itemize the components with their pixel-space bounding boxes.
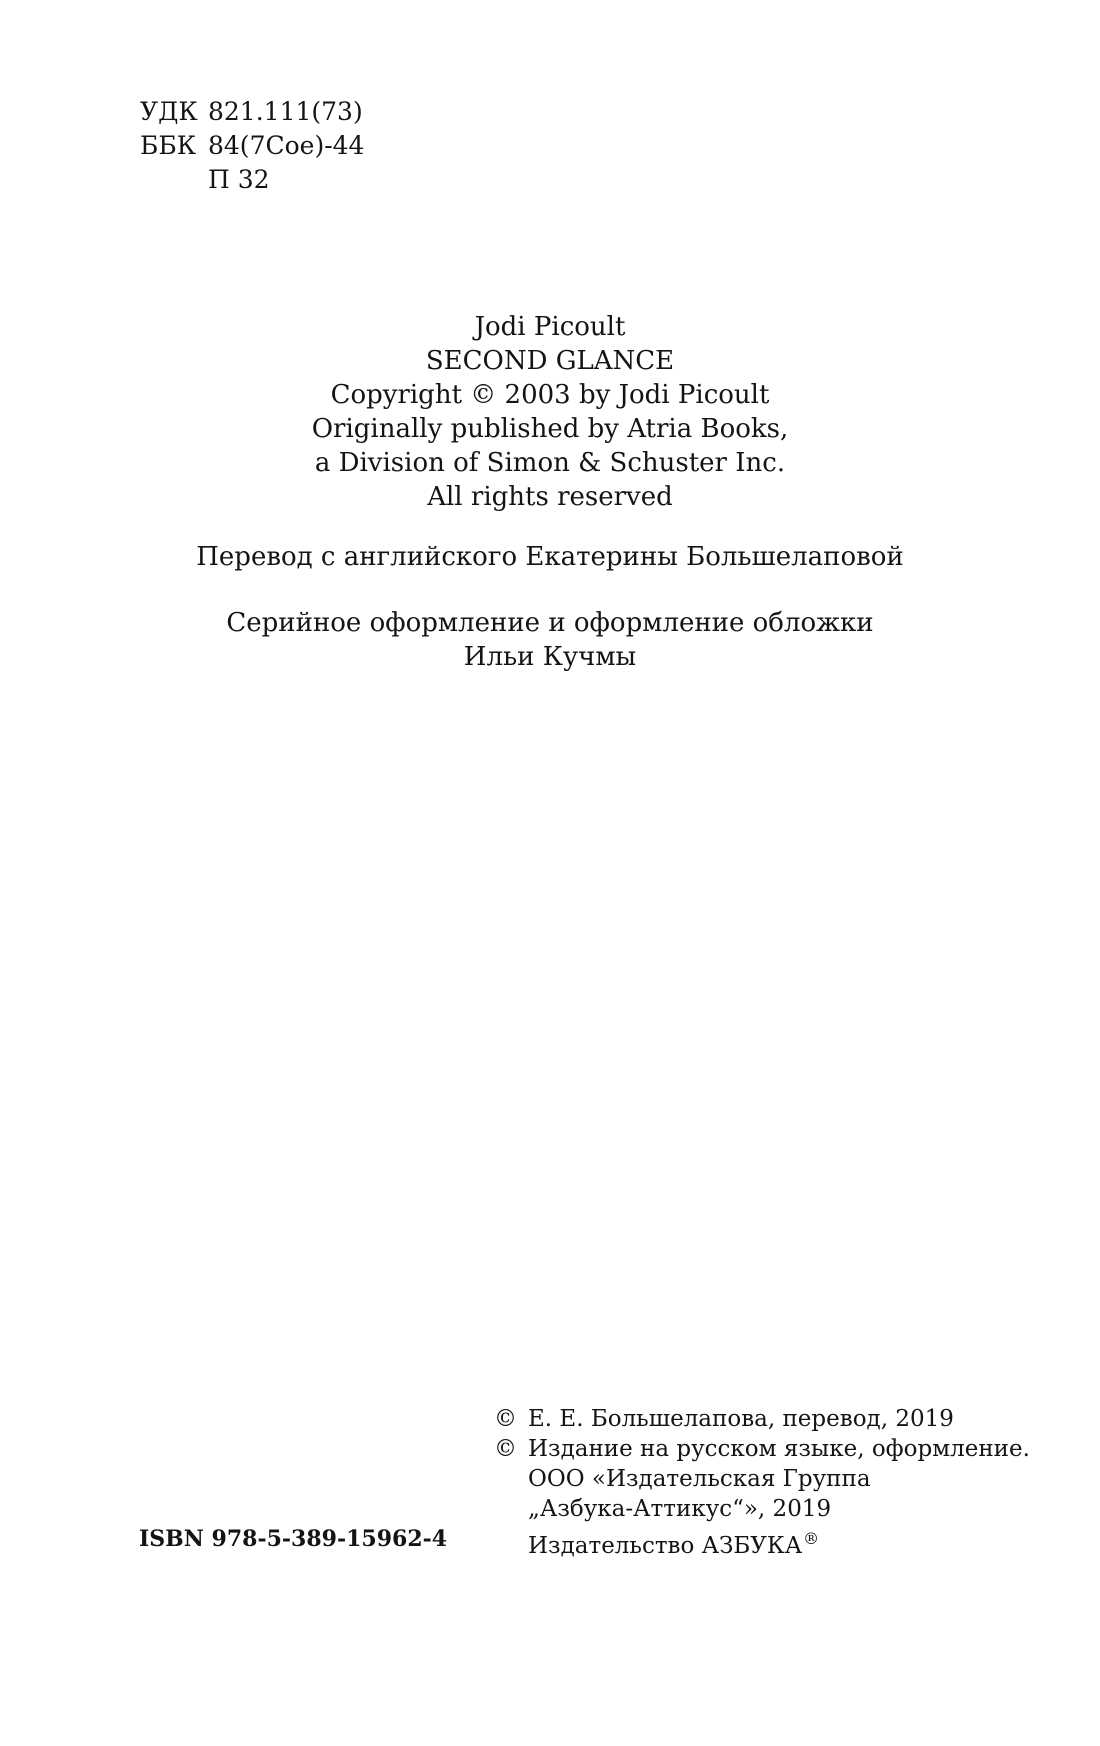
isbn: ISBN 978-5-389-15962-4: [139, 1526, 448, 1552]
copyright-publisher: Издательство АЗБУКА: [528, 1533, 803, 1559]
design-credit: [0, 606, 1100, 674]
copyright-group: „Азбука-Аттикус“», 2019: [528, 1496, 832, 1522]
copyright-sign: ©: [494, 1436, 517, 1462]
translator-line: Перевод с английского Екатерины Большелаповой: [196, 542, 904, 572]
copyright-edition-row: [494, 1434, 1030, 1464]
original-publisher: Originally published by Atria Books,: [311, 414, 789, 444]
author-mark: П 32: [208, 165, 270, 194]
copyright-company: ООО «Издательская Группа: [528, 1466, 871, 1492]
copyright-sign: ©: [494, 1406, 517, 1432]
original-division: a Division of Simon & Schuster Inc.: [314, 448, 786, 478]
author-mark-row: [140, 163, 364, 197]
original-edition-block: [0, 310, 1100, 514]
copyright-edition: Издание на русском языке, оформление.: [528, 1436, 1030, 1462]
translation-credit: [0, 540, 1100, 574]
designer-name: Ильи Кучмы: [463, 642, 637, 672]
registered-mark: ®: [803, 1529, 820, 1548]
copyright-company-row: [494, 1464, 1030, 1494]
udk-value: 821.111(73): [208, 97, 363, 126]
original-title: SECOND GLANCE: [425, 346, 675, 376]
original-copyright: Copyright © 2003 by Jodi Picoult: [330, 380, 770, 410]
copyright-translation-row: [494, 1404, 1030, 1434]
russian-copyright-block: [494, 1404, 1030, 1559]
bbk-row: [140, 129, 364, 163]
udk-label: УДК: [140, 97, 198, 126]
original-rights: All rights reserved: [427, 482, 673, 512]
copyright-group-row: [494, 1494, 1030, 1524]
bbk-label: ББК: [140, 131, 197, 160]
copyright-translation: Е. Е. Большелапова, перевод, 2019: [528, 1406, 954, 1432]
classification-block: [140, 95, 364, 197]
copyright-publisher-row: [494, 1524, 1030, 1559]
design-line: Серийное оформление и оформление обложки: [226, 608, 874, 638]
original-author: Jodi Picoult: [474, 312, 626, 342]
udk-row: [140, 95, 364, 129]
bbk-value: 84(7Сое)-44: [208, 131, 365, 160]
